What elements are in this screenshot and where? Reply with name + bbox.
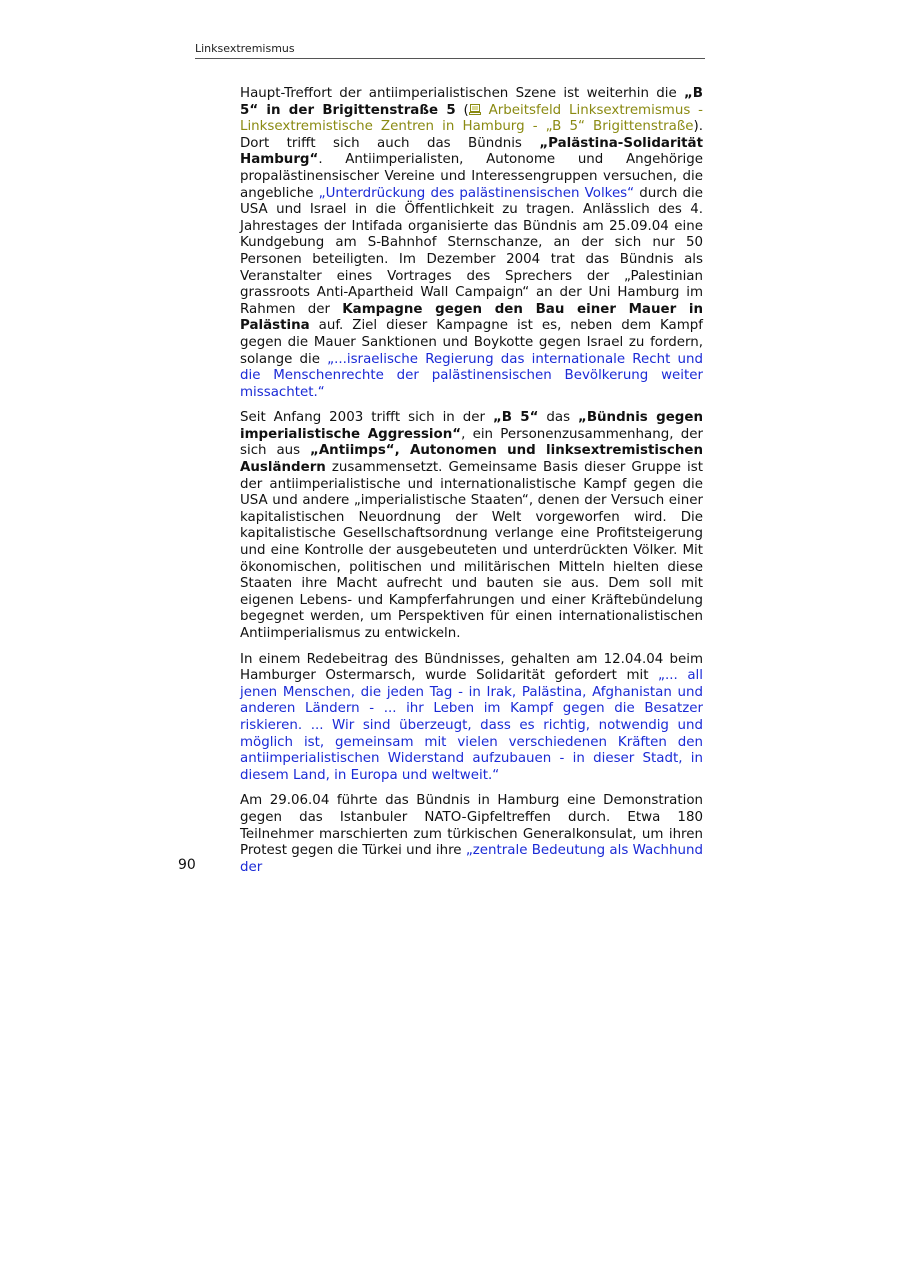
emphasis-palaestina-solidaritaet: „Palästina-Solidarität Hamburg“ (240, 135, 703, 168)
text: In einem Redebeitrag des Bündnisses, gehalten am 12.04.04 beim Hamburger Ostermarsch, wurde Solidarität gefordert mit (240, 651, 703, 684)
quote-wachhund: „zentrale Bedeutung als Wachhund der (240, 843, 703, 875)
paragraph-b5-treffort (240, 86, 703, 401)
emphasis-antiimps: „Antiimps“, Autonomen und linksextremistischen Ausländern (240, 443, 703, 476)
article-body (240, 86, 703, 885)
emphasis-kampagne-mauer: Kampagne gegen den Bau einer Mauer in Palästina (240, 301, 703, 334)
quote-redebeitrag: „... all jenen Menschen, die jeden Tag - in Irak, Palästina, Afghanistan und anderen Ländern - ... ihr Leben im Kampf gegen die Besatzer riskieren. ... Wir sind überzeugt, dass es richtig, notwendig und möglich ist, gemeinsam mit vielen verschiedenen Kräften den antiimperialistischen Widerstand aufzubauen - in dieser Stadt, in diesem Land, in Europa und weltweit.“ (240, 668, 703, 783)
text: Haupt-Treffort der antiimperialistischen Szene ist weiterhin die (240, 86, 684, 101)
text: das (538, 410, 579, 426)
text: ( (455, 102, 469, 118)
text: . Antiimperialisten, Autonome und Angehörige propalästinensischer Vereine und Interessengruppen versuchen, die angebliche (240, 152, 703, 201)
text: auf. Ziel dieser Kampagne ist es, neben dem Kampf gegen die Mauer Sanktionen und Boykotte gegen Israel zu fordern, solange die (240, 318, 703, 367)
paragraph-buendnis-aggression (240, 410, 703, 642)
quote-unterdrueckung: „Unterdrückung des palästinensischen Volkes“ (318, 185, 635, 201)
text: ). Dort trifft sich auch das Bündnis (240, 119, 703, 151)
paragraph-ostermarsch (240, 652, 703, 785)
text: durch die USA und Israel in die Öffentlichkeit zu tragen. Anlässlich des 4. Jahrestages der Intifada organisierte das Bündnis am 25.09.04 eine Kundgebung am S-Bahnhof Sternschanze, an der sich nur 50 Personen beteiligten. Im Dezember 2004 trat das Bündnis als Veranstalter eines Vortrages des Sprechers der „Palestinian grassroots Anti-Apartheid Wall Campaign“ an der Uni Hamburg im Rahmen der (240, 185, 703, 317)
emphasis-buendnis-gegen-aggression: „Bündnis gegen imperialistische Aggression“ (240, 410, 703, 442)
running-header: Linksextremismus (195, 42, 705, 59)
cross-reference-text[interactable]: Arbeitsfeld Linksextremismus - Linksextremistische Zentren in Hamburg - „B 5“ Brigittenstraße (240, 102, 704, 135)
page-number: 90 (178, 857, 196, 873)
computer-icon (469, 104, 481, 115)
text: zusammensetzt. Gemeinsame Basis dieser Gruppe ist der antiimperialistische und internationalistische Kampf gegen die USA und andere „imperialistische Staaten“, denen der Versuch einer kapitalistischen Neuordnung der Welt vorgeworfen wird. Die kapitalistische Gesellschaftsordnung verlange eine Profitsteigerung und eine Kontrolle der ausgebeuteten und unterdrückten Völker. Mit ökonomischen, politischen und militärischen Mitteln hielten diese Staaten ihre Macht aufrecht und bauten sie aus. Dem soll mit eigenen Lebens- und Kampferfahrungen und einer Kräftebündelung begegnet werden, um Perspektiven für einen internationalistischen Antiimperialismus zu entwickeln. (240, 460, 703, 641)
text: Seit Anfang 2003 trifft sich in der (240, 410, 493, 426)
text: , ein Personenzusammenhang, der sich aus (240, 426, 703, 459)
paragraph-nato-demonstration (240, 793, 703, 876)
emphasis-b5: „B 5“ (492, 410, 539, 426)
emphasis-b5-address: „B 5“ in der Brigittenstraße 5 (240, 86, 703, 118)
text: Am 29.06.04 führte das Bündnis in Hamburg eine Demonstration gegen das Istanbuler NATO-Gipfeltreffen durch. Etwa 180 Teilnehmer marschierten zum türkischen Generalkonsulat, um ihren Protest gegen die Türkei und ihre (240, 793, 703, 859)
quote-israelische-regierung: „...israelische Regierung das internationale Recht und die Menschenrechte der palästinensischen Bevölkerung weiter missachtet.“ (240, 351, 703, 400)
